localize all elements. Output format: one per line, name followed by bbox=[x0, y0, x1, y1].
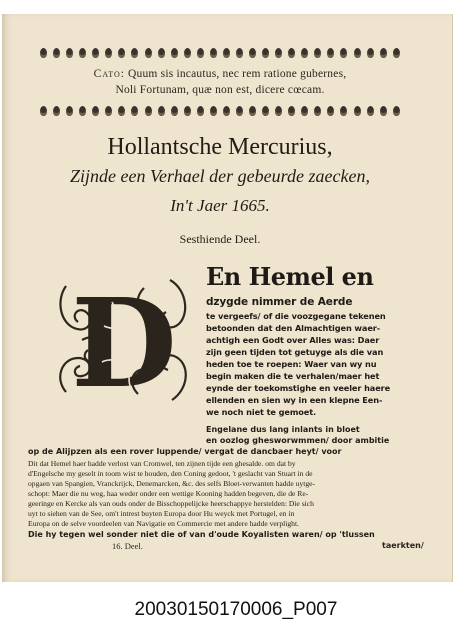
fleuron-icon bbox=[197, 48, 204, 58]
fleuron-icon bbox=[301, 48, 308, 58]
fleuron-icon bbox=[223, 48, 230, 58]
fleuron-icon bbox=[79, 48, 86, 58]
fleuron-icon bbox=[145, 106, 152, 116]
fleuron-icon bbox=[145, 48, 152, 58]
fleuron-icon bbox=[197, 106, 204, 116]
initial-glyph: D bbox=[71, 271, 177, 414]
fleuron-icon bbox=[118, 106, 125, 116]
blackletter-line: begin maken die te verhalen/maer het bbox=[206, 371, 380, 381]
fleuron-icon bbox=[288, 48, 295, 58]
page-subtitle: Zijnde een Verhael der gebeurde zaecken, bbox=[70, 166, 370, 186]
fleuron-icon bbox=[171, 48, 178, 58]
blackletter-line: achtigh een Godt over Alles was: Daer bbox=[206, 335, 380, 345]
fleuron-icon bbox=[275, 106, 282, 116]
fleuron-icon bbox=[288, 106, 295, 116]
fleuron-icon bbox=[40, 106, 47, 116]
motto-verse-1: Quum sis incautus, nec rem ratione gubernes, bbox=[128, 68, 347, 80]
fleuron-icon bbox=[223, 106, 230, 116]
fleuron-icon bbox=[79, 106, 86, 116]
fleuron-icon bbox=[210, 106, 217, 116]
fleuron-icon bbox=[249, 106, 256, 116]
ornament-row-top bbox=[40, 46, 400, 59]
fleuron-icon bbox=[367, 48, 374, 58]
blackletter-line: heden toe te roepen: Waer van wy nu bbox=[206, 359, 377, 369]
fleuron-icon bbox=[131, 48, 138, 58]
fleuron-icon bbox=[236, 106, 243, 116]
body-line: Die hy tegen wel sonder niet die of van d'oude Koyalisten waren/ op 'tlussen bbox=[28, 530, 375, 539]
fleuron-icon bbox=[301, 106, 308, 116]
fleuron-icon bbox=[92, 48, 99, 58]
body-line: op de Alijpzen als een rover luppende/ vergat de dancbaer heyt/ voor bbox=[28, 447, 342, 456]
catchword: taerkten/ bbox=[382, 541, 424, 550]
fleuron-icon bbox=[314, 48, 321, 58]
fleuron-icon bbox=[314, 106, 321, 116]
fleuron-icon bbox=[158, 48, 165, 58]
fleuron-icon bbox=[105, 106, 112, 116]
fleuron-icon bbox=[53, 106, 60, 116]
fleuron-icon bbox=[53, 48, 60, 58]
ornament-row-bottom bbox=[40, 104, 400, 117]
fleuron-icon bbox=[66, 106, 73, 116]
fleuron-icon bbox=[327, 48, 334, 58]
fleuron-icon bbox=[262, 48, 269, 58]
blackletter-line: ellenden en sien wy in een klepne Een- bbox=[206, 395, 383, 405]
fleuron-icon bbox=[262, 106, 269, 116]
fleuron-icon bbox=[367, 106, 374, 116]
fleuron-icon bbox=[327, 106, 334, 116]
body-line: uyt to siehen van de See, om't intrest buyten Europa door Hu weyck met Portugel, en in bbox=[28, 509, 295, 518]
fleuron-icon bbox=[380, 48, 387, 58]
fleuron-icon bbox=[40, 48, 47, 58]
body-line: Europa on de selve voordeelen van Navigatie en Commercie met andere hadde verplight. bbox=[28, 519, 299, 528]
body-line: geeringe en Kercke als van ouds onder de Bisschoppelijcke heerschappye herstelden: Die sich bbox=[28, 499, 314, 508]
fleuron-icon bbox=[118, 48, 125, 58]
body-line: opgaen van Spangien, Vranckrijck, Denemarcken, &c. des selfs Bloet-verwanten hadde uytge- bbox=[28, 479, 316, 488]
blackletter-line: En Hemel en bbox=[206, 262, 374, 291]
fleuron-icon bbox=[393, 48, 400, 58]
fleuron-icon bbox=[105, 48, 112, 58]
fleuron-icon bbox=[249, 48, 256, 58]
blackletter-line: te vergeefs/ of die voozgegane tekenen bbox=[206, 311, 386, 321]
blackletter-line: we noch niet te gemoet. bbox=[206, 407, 317, 417]
fleuron-icon bbox=[354, 106, 361, 116]
fleuron-icon bbox=[184, 48, 191, 58]
fleuron-icon bbox=[66, 48, 73, 58]
fleuron-icon bbox=[340, 48, 347, 58]
fleuron-icon bbox=[354, 48, 361, 58]
motto-author: Cato: bbox=[93, 68, 125, 80]
page-title: Hollantsche Mercurius, bbox=[107, 134, 333, 160]
fleuron-icon bbox=[275, 48, 282, 58]
blackletter-line: eynde der toekomstighe en veeler haere bbox=[206, 383, 391, 393]
fleuron-icon bbox=[380, 106, 387, 116]
folio-signature: 16. Deel. bbox=[112, 541, 143, 551]
part-label: Sesthiende Deel. bbox=[179, 232, 261, 246]
fleuron-icon bbox=[210, 48, 217, 58]
motto-line-1 bbox=[40, 68, 400, 80]
fleuron-icon bbox=[92, 106, 99, 116]
body-line: schopt: Maer die nu weg, haa weder onder een wettige Kooning hadden begeven, die de Re- bbox=[28, 489, 309, 498]
fleuron-icon bbox=[158, 106, 165, 116]
body-line: d'Engelsche my geselt in toom wist te houden, den Coning gedoot, 't geslacht van Stuart in de bbox=[28, 469, 313, 478]
decorated-initial-letter bbox=[52, 266, 194, 414]
body-line: Dit dat Hemel haer hadde verlost van Cromwel, ten zijnen tijde een ghesalde. om dat by bbox=[28, 459, 296, 468]
fleuron-icon bbox=[393, 106, 400, 116]
year-label: In't Jaer 1665. bbox=[170, 196, 270, 215]
fleuron-icon bbox=[131, 106, 138, 116]
body-line: en oozlog ghesworwmmen/ door ambitie bbox=[206, 436, 390, 445]
image-caption: 20030150170006_P007 bbox=[134, 599, 338, 620]
fleuron-icon bbox=[340, 106, 347, 116]
blackletter-line: zijn geen tijden tot getuyge als die van bbox=[206, 347, 384, 357]
blackletter-line: dzygde nimmer de Aerde bbox=[206, 296, 353, 308]
blackletter-line: betoonden dat den Almachtigen waer- bbox=[206, 323, 381, 333]
fleuron-icon bbox=[184, 106, 191, 116]
fleuron-icon bbox=[171, 106, 178, 116]
motto-line-2: Noli Fortunam, quæ non est, dicere cœcam. bbox=[115, 84, 325, 96]
fleuron-icon bbox=[236, 48, 243, 58]
body-line: Engelane dus lang inlants in bloet bbox=[206, 425, 360, 434]
